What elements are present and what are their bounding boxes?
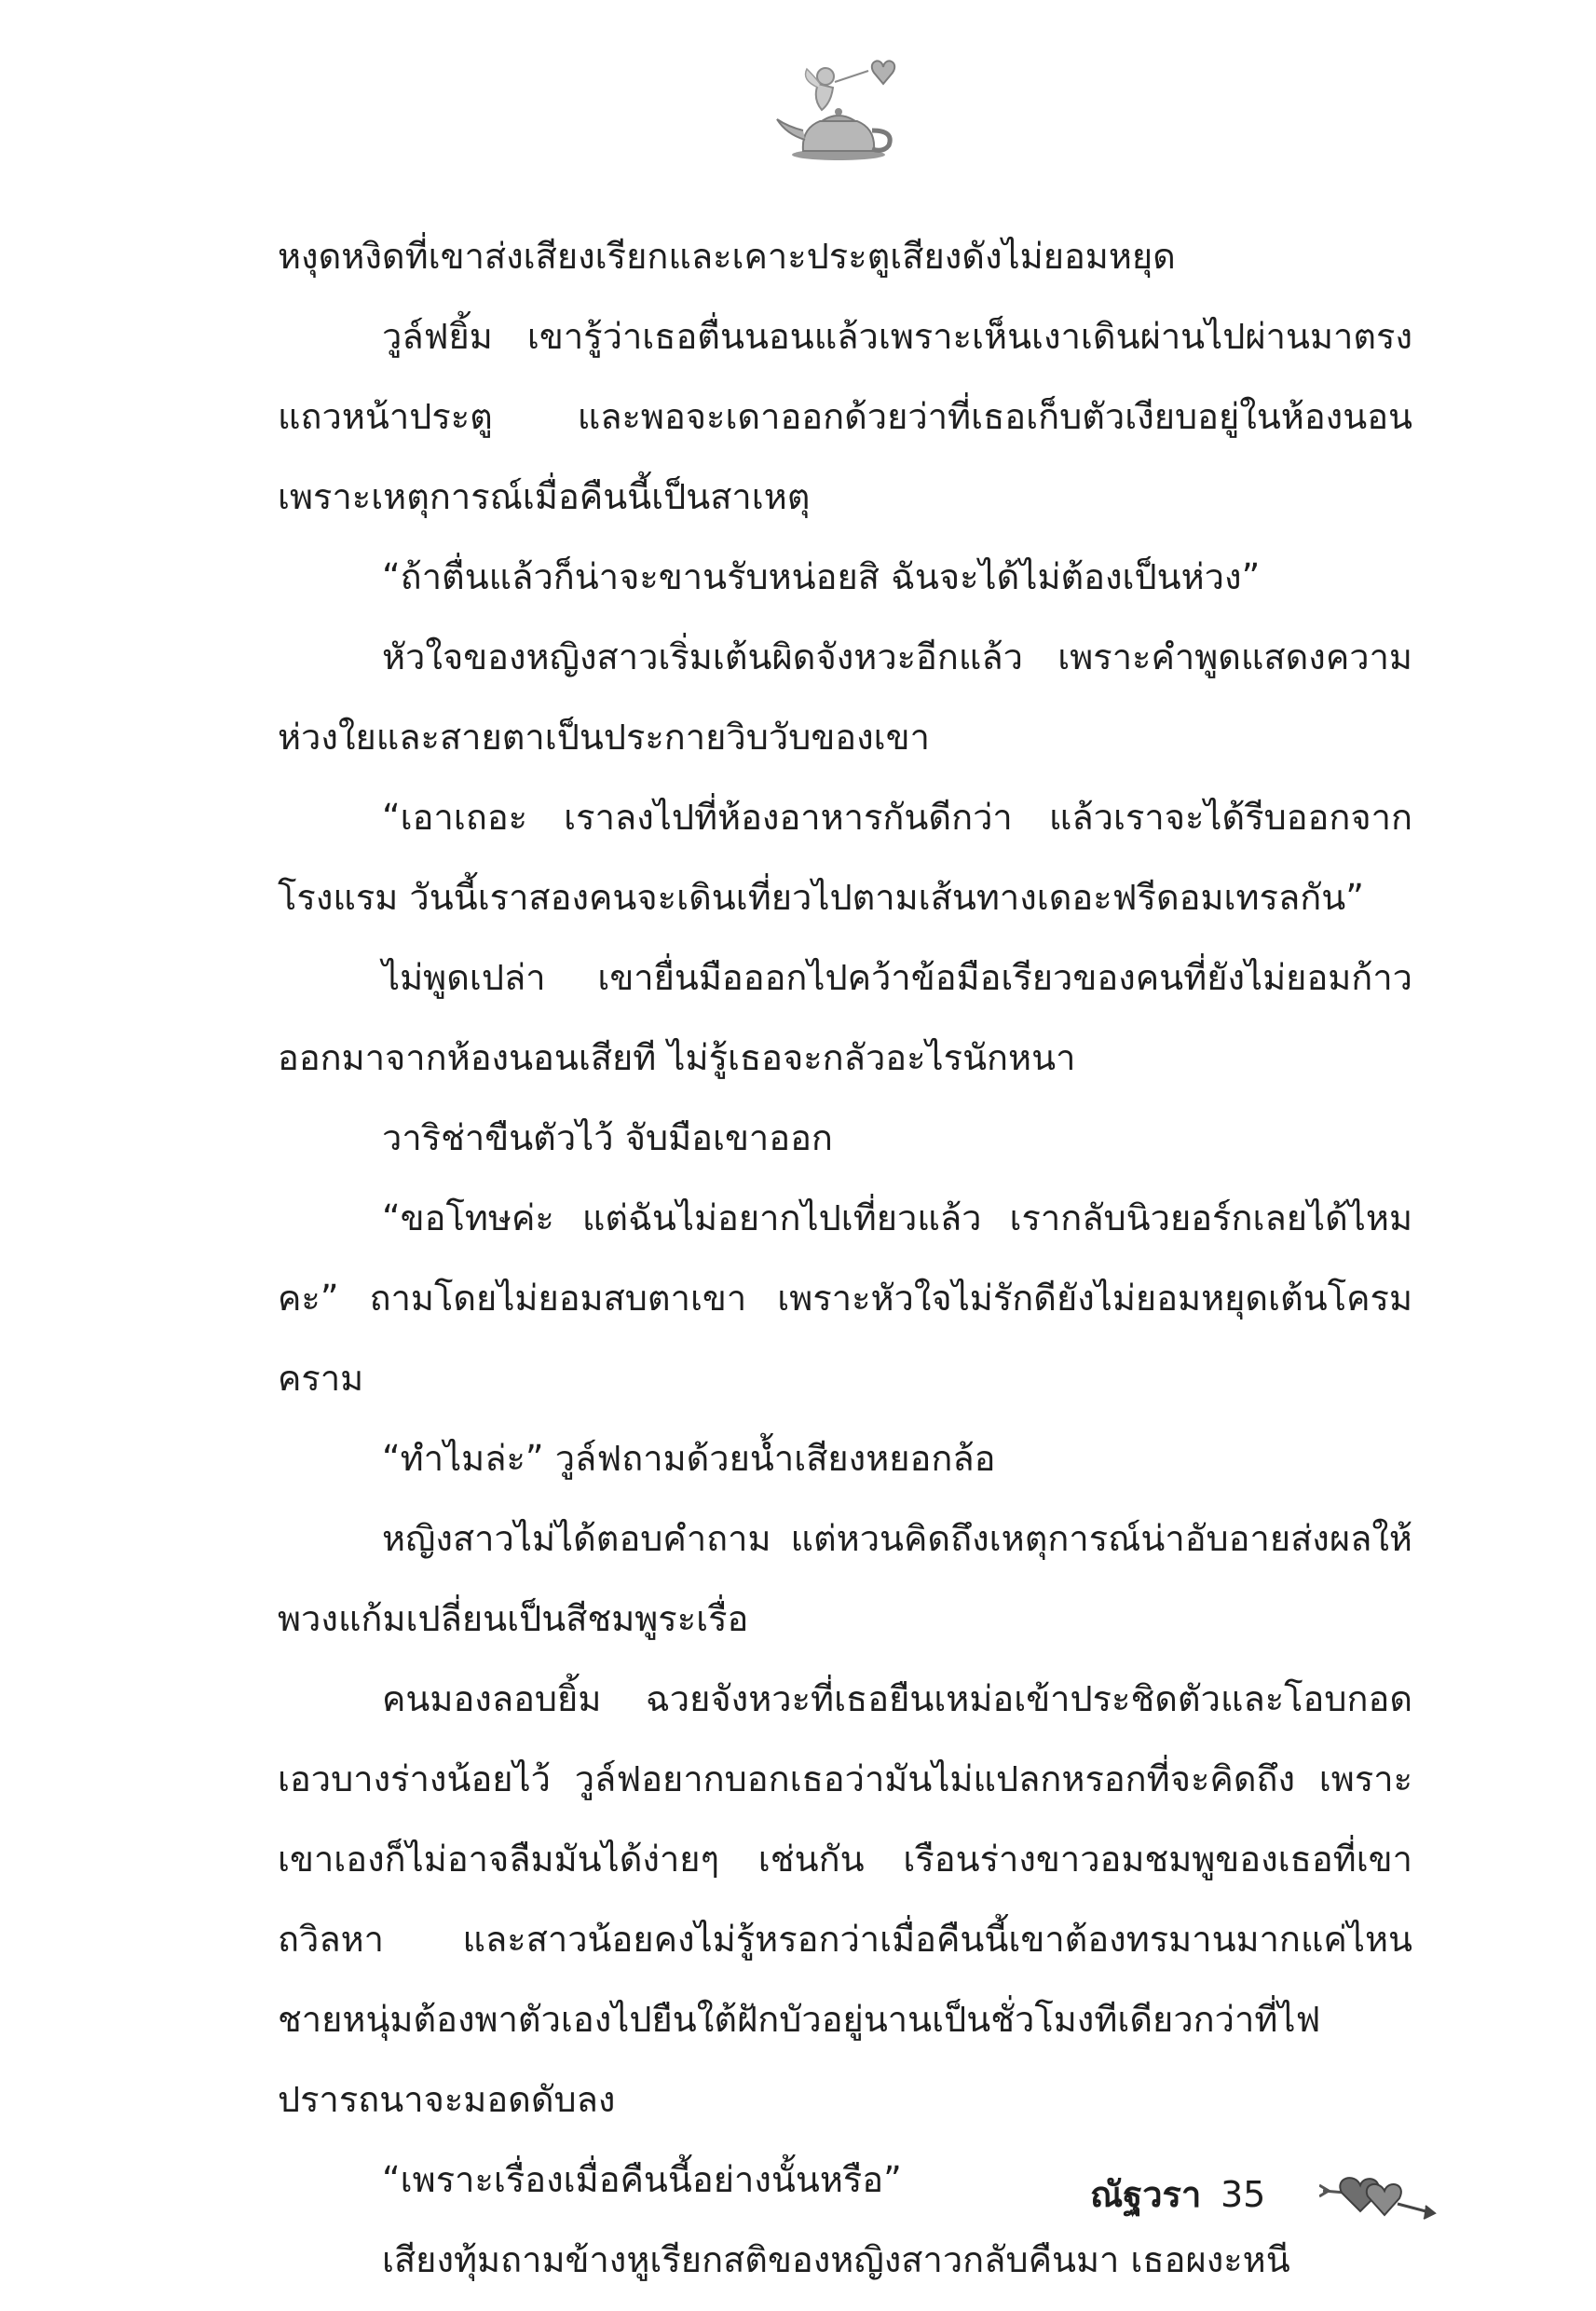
- paragraph-3: “ถ้าตื่นแล้วก็น่าจะขานรับหน่อยสิ ฉันจะได้ไม่ต้องเป็นห่วง”: [382, 556, 1261, 597]
- body-text: [278, 216, 1412, 2300]
- paragraph-4: หัวใจของหญิงสาวเริ่มเต้นผิดจังหวะอีกแล้ว เพราะคำพูดแสดงความห่วงใยและสายตาเป็นประกายวิบวับของเขา: [278, 636, 1412, 758]
- paragraph-12: “เพราะเรื่องเมื่อคืนนี้อย่างนั้นหรือ”: [382, 2159, 902, 2200]
- hearts-arrow-icon: [1319, 2172, 1440, 2222]
- paragraph-6: ไม่พูดเปล่า เขายื่นมือออกไปคว้าข้อมือเรียวของคนที่ยังไม่ยอมก้าวออกมาจากห้องนอนเสียที ไม่รู้เธอจะกลัวอะไรนักหนา: [278, 957, 1412, 1078]
- paragraph-5: “เอาเถอะ เราลงไปที่ห้องอาหารกันดีกว่า แล้วเราจะได้รีบออกจากโรงแรม วันนี้เราสองคนจะเดินเที่ยวไปตามเส้นทางเดอะฟรีดอมเทรลกัน”: [278, 797, 1412, 918]
- page-footer: [1090, 2167, 1463, 2222]
- paragraph-1: หงุดหงิดที่เขาส่งเสียงเรียกและเคาะประตูเสียงดังไม่ยอมหยุด: [278, 236, 1176, 277]
- paragraph-2: วูล์ฟยิ้ม เขารู้ว่าเธอตื่นนอนแล้วเพราะเห็นเงาเดินผ่านไปผ่านมาตรงแถวหน้าประตู และพอจะเดาออกด้วยว่าที่เธอเก็บตัวเงียบอยู่ในห้องนอนเพราะเหตุการณ์เมื่อคืนนี้เป็นสาเหตุ: [278, 316, 1412, 517]
- paragraph-8: “ขอโทษค่ะ แต่ฉันไม่อยากไปเที่ยวแล้ว เรากลับนิวยอร์กเลยได้ไหมคะ” ถามโดยไม่ยอมสบตาเขา เพราะหัวใจไม่รักดียังไม่ยอมหยุดเต้นโครมคราม: [278, 1197, 1412, 1399]
- paragraph-10: หญิงสาวไม่ได้ตอบคำถาม แต่หวนคิดถึงเหตุการณ์น่าอับอายส่งผลให้พวงแก้มเปลี่ยนเป็นสีชมพูระเรื่อ: [278, 1518, 1412, 1639]
- paragraph-13: เสียงทุ้มถามข้างหูเรียกสติของหญิงสาวกลับคืนมา เธอผงะหนี: [382, 2239, 1290, 2280]
- cupid-teapot-icon: [764, 54, 913, 166]
- paragraph-7: วาริช่าขืนตัวไว้ จับมือเขาออก: [382, 1117, 833, 1158]
- paragraph-11: คนมองลอบยิ้ม ฉวยจังหวะที่เธอยืนเหม่อเข้าประชิดตัวและโอบกอดเอวบางร่างน้อยไว้ วูล์ฟอยากบอกเธอว่ามันไม่แปลกหรอกที่จะคิดถึง เพราะเขาเองก็ไม่อาจลืมมันได้ง่ายๆ เช่นกัน เรือนร่างขาวอมชมพูของเธอที่เขาถวิลหา และสาวน้อยคงไม่รู้หรอกว่าเมื่อคืนนี้เขาต้องทรมานมากแค่ไหน ชายหนุ่มต้องพาตัวเองไปยืนใต้ฝักบัวอยู่นานเป็นชั่วโมงทีเดียวกว่าที่ไฟปรารถนาจะมอดดับลง: [278, 1678, 1412, 2120]
- paragraph-9: “ทำไมล่ะ” วูล์ฟถามด้วยน้ำเสียงหยอกล้อ: [382, 1438, 996, 1479]
- page-number: 35: [1221, 2174, 1266, 2215]
- author-name: ณัฐวรา: [1090, 2174, 1202, 2215]
